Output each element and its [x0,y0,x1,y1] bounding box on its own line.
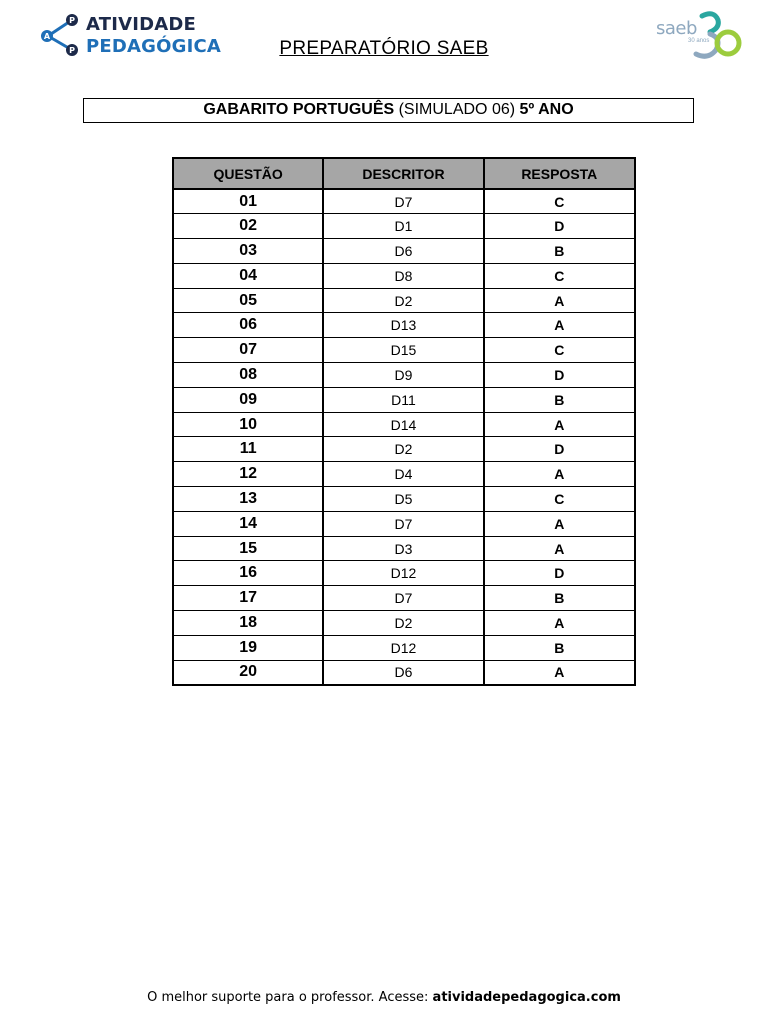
header-resposta: RESPOSTA [484,158,635,189]
table-row [173,536,635,561]
question-number-cell: 05 [173,288,323,313]
answer-cell: A [484,462,635,487]
saeb-logo [652,10,744,62]
question-number-cell: 04 [173,263,323,288]
answer-cell: A [484,511,635,536]
question-number-cell: 20 [173,660,323,685]
descriptor-cell: D9 [323,363,483,388]
descriptor-cell: D2 [323,437,483,462]
footer-text: O melhor suporte para o professor. Acesse: [147,990,433,1005]
table-row [173,586,635,611]
question-number-cell: 18 [173,611,323,636]
answer-cell: C [484,487,635,512]
answer-cell: D [484,214,635,239]
descriptor-cell: D14 [323,412,483,437]
table-row [173,338,635,363]
answer-cell: D [484,561,635,586]
table-row [173,437,635,462]
table-row [173,561,635,586]
question-number-cell: 07 [173,338,323,363]
descriptor-cell: D4 [323,462,483,487]
table-row [173,487,635,512]
table-row [173,363,635,388]
title-simulado: (SIMULADO 06) [394,101,520,118]
saeb-subtitle: 30 anos [688,38,710,44]
question-number-cell: 12 [173,462,323,487]
answer-cell: B [484,239,635,264]
footer-site-link[interactable]: atividadepedagogica.com [432,990,621,1005]
descriptor-cell: D13 [323,313,483,338]
descriptor-cell: D2 [323,288,483,313]
descriptor-cell: D15 [323,338,483,363]
header-questao: QUESTÃO [173,158,323,189]
descriptor-cell: D6 [323,239,483,264]
descriptor-cell: D7 [323,189,483,214]
answer-cell: C [484,189,635,214]
descriptor-cell: D6 [323,660,483,685]
table-row [173,660,635,685]
answer-cell: D [484,363,635,388]
answer-cell: A [484,313,635,338]
table-row [173,189,635,214]
question-number-cell: 16 [173,561,323,586]
answer-cell: A [484,611,635,636]
answer-rows [173,189,635,685]
question-number-cell: 19 [173,635,323,660]
table-row [173,635,635,660]
page-footer [0,990,768,1005]
table-row [173,288,635,313]
descriptor-cell: D2 [323,611,483,636]
answer-key-title [83,98,694,123]
title-subject: GABARITO PORTUGUÊS [203,101,395,118]
logo-line-2: PEDAGÓGICA [86,36,222,57]
answer-key-table [172,157,636,686]
answer-cell: B [484,635,635,660]
descriptor-cell: D1 [323,214,483,239]
descriptor-cell: D7 [323,586,483,611]
table-row [173,313,635,338]
document-header-title: PREPARATÓRIO SAEB [279,38,489,59]
table-row [173,214,635,239]
table-row [173,387,635,412]
answer-cell: B [484,387,635,412]
question-number-cell: 01 [173,189,323,214]
question-number-cell: 09 [173,387,323,412]
descriptor-cell: D7 [323,511,483,536]
question-number-cell: 14 [173,511,323,536]
table-header-row [173,158,635,189]
question-number-cell: 08 [173,363,323,388]
answer-cell: A [484,288,635,313]
answer-cell: A [484,660,635,685]
logo-badge-top: P [69,16,75,25]
answer-cell: A [484,412,635,437]
saeb-wordmark: saeb [656,18,697,39]
answer-cell: D [484,437,635,462]
question-number-cell: 11 [173,437,323,462]
table-row [173,511,635,536]
question-number-cell: 06 [173,313,323,338]
logo-line-1: ATIVIDADE [86,14,197,35]
descriptor-cell: D3 [323,536,483,561]
logo-badge-middle: A [43,32,51,41]
question-number-cell: 13 [173,487,323,512]
table-row [173,611,635,636]
logo-badge-bottom: P [69,46,75,55]
header-descritor: DESCRITOR [323,158,483,189]
question-number-cell: 02 [173,214,323,239]
answer-cell: C [484,263,635,288]
descriptor-cell: D12 [323,635,483,660]
question-number-cell: 15 [173,536,323,561]
table-row [173,239,635,264]
question-number-cell: 10 [173,412,323,437]
answer-cell: A [484,536,635,561]
descriptor-cell: D11 [323,387,483,412]
table-row [173,263,635,288]
question-number-cell: 17 [173,586,323,611]
table-row [173,412,635,437]
answer-cell: B [484,586,635,611]
question-number-cell: 03 [173,239,323,264]
table-row [173,462,635,487]
answer-cell: C [484,338,635,363]
title-grade: 5º ANO [519,101,574,118]
descriptor-cell: D5 [323,487,483,512]
descriptor-cell: D8 [323,263,483,288]
descriptor-cell: D12 [323,561,483,586]
